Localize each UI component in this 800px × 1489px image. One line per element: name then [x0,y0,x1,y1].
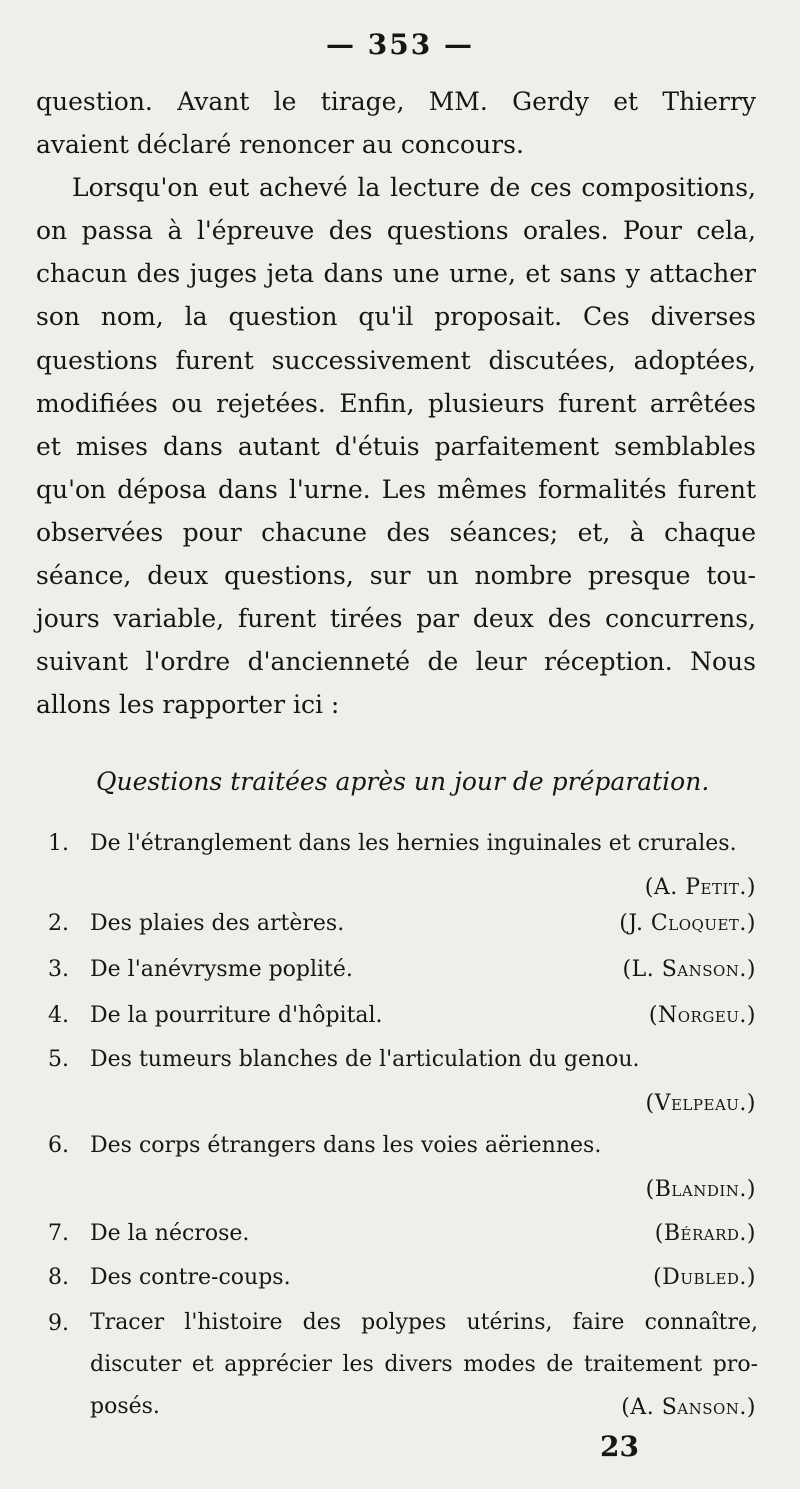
question-text: De la nécrose. [90,1221,250,1246]
text-line: chacun des juges jeta dans une urne, et sans y attacher [36,259,756,289]
question-item [36,994,760,1038]
question-author: (A. Petit.) [644,875,756,900]
question-number: 4. [48,1003,69,1028]
section-heading: Questions traitées après un jour de préparation. [96,767,710,796]
question-author: (Blandin.) [645,1177,756,1202]
question-item [36,1038,760,1116]
question-item [36,1212,760,1256]
text-line: questions furent successivement discutées, adoptées, [36,345,756,375]
question-item [36,822,760,900]
question-item [36,948,760,992]
question-author: (J. Cloquet.) [619,911,756,936]
question-text: Tracer l'histoire des polypes utérins, faire connaître, discuter et apprécier les divers modes de traitement pro-posés. [90,1310,758,1419]
question-author: (Bérard.) [654,1221,756,1246]
text-line: avaient déclaré renoncer au concours. [36,130,524,160]
question-text: De l'anévrysme poplité. [90,957,353,982]
question-author: (Velpeau.) [645,1091,756,1116]
text-line: suivant l'ordre d'ancienneté de leur réception. Nous [36,647,756,677]
question-number: 1. [48,831,69,856]
text-line: jours variable, furent tirées par deux des concurrens, [36,604,756,634]
text-line: modifiées ou rejetées. Enfin, plusieurs furent arrêtées [36,388,756,418]
question-text: Des contre-coups. [90,1265,291,1290]
question-item [36,1256,760,1300]
question-author: (L. Sanson.) [622,957,756,982]
text-line: allons les rapporter ici : [36,690,340,720]
text-line: question. Avant le tirage, MM. Gerdy et Thierry [36,87,756,116]
question-number: 3. [48,957,69,982]
question-number: 6. [48,1133,69,1158]
question-text: Des tumeurs blanches de l'articulation du genou. [90,1047,640,1072]
question-number: 8. [48,1265,69,1290]
question-author: (Norgeu.) [648,1003,756,1028]
question-number: 5. [48,1047,69,1072]
question-number: 9. [48,1311,69,1336]
question-author: (Dubled.) [653,1265,756,1290]
question-number: 2. [48,911,69,936]
body-text [36,80,756,726]
question-text: De l'étranglement dans les hernies inguinales et crurales. [90,831,737,856]
text-line: qu'on déposa dans l'urne. Les mêmes formalités furent [36,474,756,504]
signature-mark: 23 [600,1430,639,1463]
question-item [36,1302,760,1434]
page-number: — 353 — [326,28,474,61]
text-line: son nom, la question qu'il proposait. Ces diverses [36,302,756,332]
text-line: observées pour chacune des séances; et, à chaque [36,517,756,547]
question-text: De la pourriture d'hôpital. [90,1003,383,1028]
question-text: Des plaies des artères. [90,911,345,936]
question-item [36,902,760,946]
question-item [36,1124,760,1202]
question-author: (A. Sanson.) [621,1395,756,1420]
text-line: on passa à l'épreuve des questions orales. Pour cela, [36,216,756,246]
question-text: Des corps étrangers dans les voies aëriennes. [90,1133,602,1158]
question-number: 7. [48,1221,69,1246]
text-line: et mises dans autant d'étuis parfaitement semblables [36,431,756,461]
text-line: séance, deux questions, sur un nombre presque tou- [36,561,756,591]
text-line: Lorsqu'on eut achevé la lecture de ces compositions, [72,173,756,203]
